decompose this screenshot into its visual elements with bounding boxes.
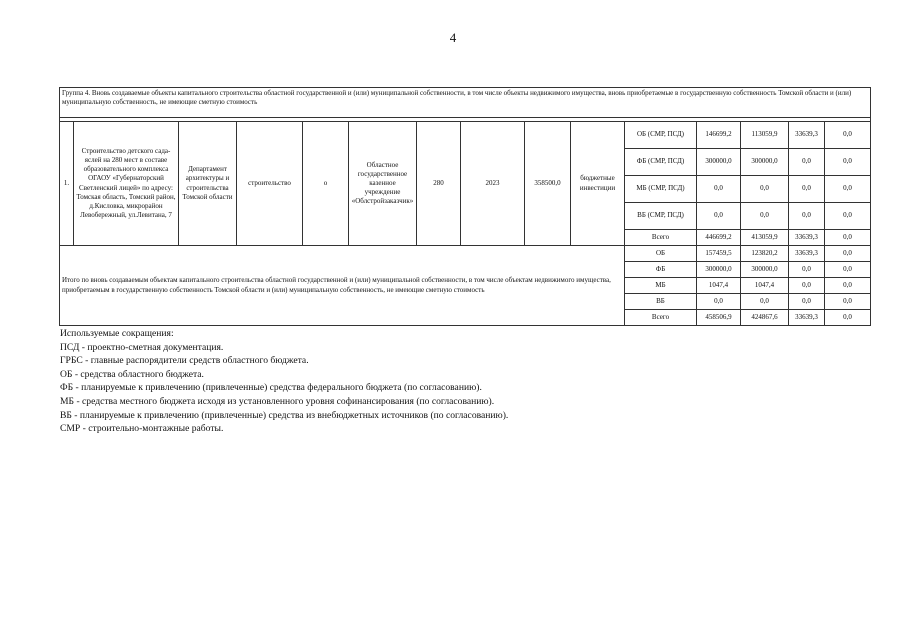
funding-source: МБ [625,278,697,294]
funding-source: ФБ [625,262,697,278]
abbreviations-block [60,327,508,436]
funding-total: 146699,2 [697,122,741,149]
funding-year-1: 0,0 [741,176,789,203]
total-label: Итого по вновь создаваемым объектам капитального строительства областной государственной и (или) муниципальной собственности, в том числе объектам недвижимого имущества, приобретаемым в государственную собственность Томской области и (или) муниципальную собственность, не имеющие сметную стоимость [60,246,625,326]
cost-cell: 358500,0 [525,122,571,246]
funding-total: 0,0 [697,294,741,310]
funding-year-3: 0,0 [825,278,871,294]
funding-source: ОБ [625,246,697,262]
funding-year-2: 0,0 [789,203,825,230]
investment-type-cell: бюджетные инвестиции [571,122,625,246]
abbreviation-item: ОБ - средства областного бюджета. [60,368,204,380]
funding-source: ОБ (СМР, ПСД) [625,122,697,149]
work-type-cell: строительство [237,122,303,246]
funding-total: 446699,2 [697,230,741,246]
abbreviation-item: МБ - средства местного бюджета исходя из установленного уровня софинансирования (по согласованию). [60,395,495,407]
funding-total: 0,0 [697,176,741,203]
funding-source: Всего [625,310,697,326]
funding-year-3: 0,0 [825,262,871,278]
funding-source: ВБ (СМР, ПСД) [625,203,697,230]
funding-year-2: 0,0 [789,176,825,203]
funding-source: Всего [625,230,697,246]
funding-year-1: 1047,4 [741,278,789,294]
investment-table [59,87,871,326]
funding-year-1: 300000,0 [741,149,789,176]
funding-year-3: 0,0 [825,246,871,262]
funding-year-1: 424867,6 [741,310,789,326]
funding-year-3: 0,0 [825,176,871,203]
funding-year-1: 0,0 [741,294,789,310]
funding-source: ВБ [625,294,697,310]
page-number: 4 [449,30,457,45]
funding-year-3: 0,0 [825,310,871,326]
abbreviation-item: ПСД - проектно-сметная документация. [60,341,224,353]
funding-year-1: 113059,9 [741,122,789,149]
funding-total: 458506,9 [697,310,741,326]
customer-cell: Областное государственное казенное учреждение «Облстройзаказчик» [349,122,417,246]
table-row [60,122,871,149]
funding-total: 300000,0 [697,262,741,278]
funding-total: 300000,0 [697,149,741,176]
abbreviation-item: ГРБС - главные распорядители средств областного бюджета. [60,355,309,367]
funding-year-1: 413059,9 [741,230,789,246]
funding-total: 157459,5 [697,246,741,262]
abbreviations-heading: Используемые сокращения: [60,328,174,339]
abbreviation-item: ФБ - планируемые к привлечению (привлеченные) средства федерального бюджета (по согласованию). [60,382,482,394]
funding-year-3: 0,0 [825,230,871,246]
funding-year-2: 0,0 [789,149,825,176]
row-number: 1. [60,122,74,246]
funding-source: ФБ (СМР, ПСД) [625,149,697,176]
funding-year-2: 33639,3 [789,310,825,326]
funding-year-3: 0,0 [825,294,871,310]
capacity-cell: 280 [417,122,461,246]
funding-year-2: 0,0 [789,278,825,294]
marker-cell: о [303,122,349,246]
grbs-cell: Департамент архитектуры и строительства Томской области [179,122,237,246]
abbreviation-item: ВБ - планируемые к привлечению (привлеченные) средства из внебюджетных источников (по согласованию). [60,409,509,421]
group-title: Группа 4. Вновь создаваемые объекты капитального строительства областной государственной и (или) муниципальной собственности, в том числе объекты недвижимого имущества, вновь приобретаемые в государственную собственность Томской области и (или) муниципальную собственность, не имеющие сметную стоимость [60,88,871,118]
year-cell: 2023 [461,122,525,246]
table-row [60,246,871,262]
funding-year-3: 0,0 [825,203,871,230]
funding-year-2: 0,0 [789,294,825,310]
funding-year-2: 0,0 [789,262,825,278]
object-name: Строительство детского сада-яслей на 280 мест в составе образовательного комплекса ОГАОУ «Губернаторский Светленский лицей» по адресу: Томская область, Томский район, д.Кисловка, микрорайон Левобережный, ул.Левитана, 7 [74,122,179,246]
funding-year-3: 0,0 [825,122,871,149]
funding-year-1: 0,0 [741,203,789,230]
abbreviation-item: СМР - строительно-монтажные работы. [60,423,224,435]
funding-source: МБ (СМР, ПСД) [625,176,697,203]
funding-year-1: 123820,2 [741,246,789,262]
funding-year-3: 0,0 [825,149,871,176]
funding-total: 0,0 [697,203,741,230]
funding-total: 1047,4 [697,278,741,294]
funding-year-1: 300000,0 [741,262,789,278]
funding-year-2: 33639,3 [789,122,825,149]
funding-year-2: 33639,3 [789,230,825,246]
funding-year-2: 33639,3 [789,246,825,262]
